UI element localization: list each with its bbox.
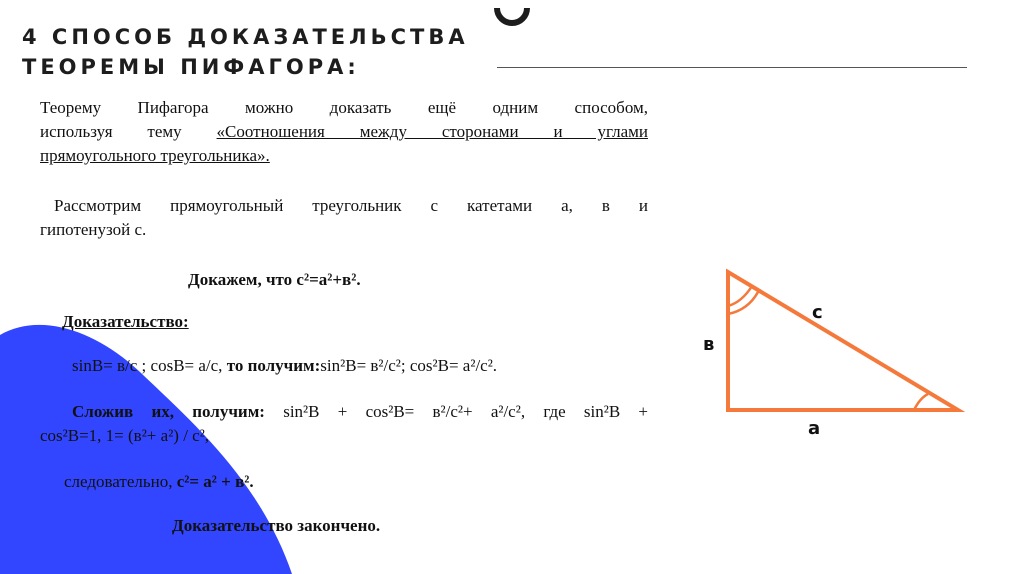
topic-link-2[interactable]: прямоугольного треугольника».	[40, 146, 270, 165]
label-a: а	[808, 418, 821, 439]
conclusion: следовательно, с²= а² + в².	[64, 472, 254, 491]
step-2-line-1: Сложив их, получим: sin²B + cos²B= в²/с²+ а²/с², где sin²B +	[72, 402, 648, 421]
step-2-line-2: cos²B=1, 1= (в²+ а²) / с²,	[40, 426, 210, 445]
intro-line-3	[40, 144, 270, 168]
step-1: sinB= в/с ; cosB= а/с, то получим:sin²B= в²/с²; cos²B= а²/с².	[72, 356, 498, 375]
proof-heading: Доказательство:	[62, 312, 189, 331]
label-c: с	[812, 302, 823, 323]
label-b: в	[703, 334, 715, 355]
consider-line-2: гипотенузой с.	[40, 220, 147, 239]
slide-title	[22, 22, 469, 82]
decorative-circle	[494, 0, 530, 46]
consider-line-1: Рассмотрим прямоугольный треугольник с катетами а, в и	[54, 196, 648, 215]
title-line-1: 4 СПОСОБ ДОКАЗАТЕЛЬСТВА	[22, 25, 469, 49]
topic-link-1[interactable]: «Соотношения между сторонами и углами	[216, 122, 648, 141]
intro-line-1: Теорему Пифагора можно доказать ещё одним способом,	[40, 98, 648, 117]
triangle-outline	[728, 272, 958, 410]
intro-line-2: используя тему «Соотношения между сторонами и углами	[40, 122, 648, 141]
right-triangle-diagram	[696, 262, 976, 452]
proof-finished: Доказательство закончено.	[172, 516, 381, 535]
claim: Докажем, что с²=а²+в².	[188, 270, 361, 289]
title-divider	[497, 67, 967, 68]
title-line-2: ТЕОРЕМЫ ПИФАГОРА:	[22, 55, 360, 79]
angle-arc-bottom	[914, 394, 928, 410]
